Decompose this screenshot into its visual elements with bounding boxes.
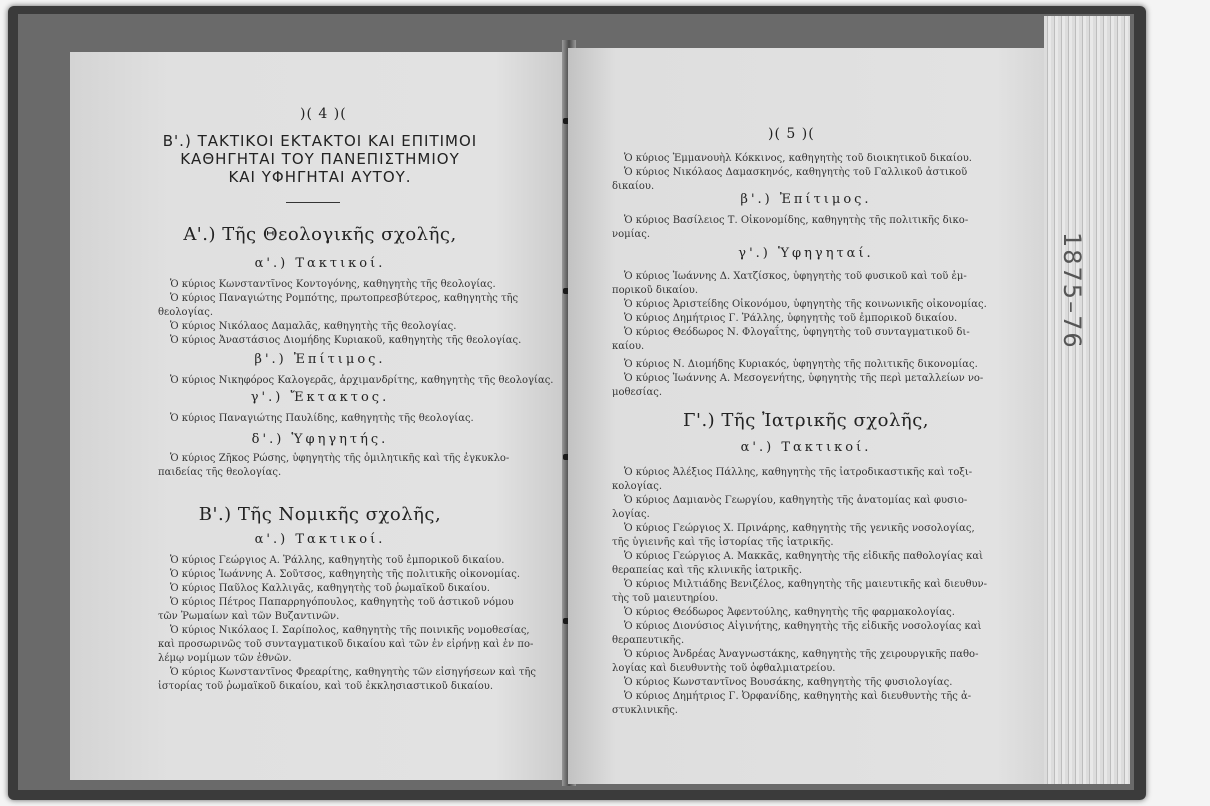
entry-line: ἱστορίας τοῦ ῥωμαϊκοῦ δικαίου, καὶ τοῦ ἐκκλησιαστικοῦ δικαίου. [158, 681, 494, 692]
entry-line: Ὁ κύριος Παῦλος Καλλιγᾶς, καθηγητὴς τοῦ ῥωμαϊκοῦ δικαίου. [170, 583, 490, 594]
entry-line: Ὁ κύριος Ἰωάννης Α. Σοῦτσος, καθηγητὴς τῆς πολιτικῆς οἰκονομίας. [170, 569, 521, 580]
entry-line: Ὁ κύριος Γεώργιος Α. Ῥάλλης, καθηγητὴς τοῦ ἐμπορικοῦ δικαίου. [170, 555, 505, 566]
subsection-honorary: β'.) Ἐπίτιμος. [740, 192, 872, 207]
entry-line: λογίας καὶ διευθυντὴς τοῦ ὀφθαλμιατρείου. [612, 663, 836, 674]
entry-line: νομίας. [612, 229, 651, 240]
subsection-honorary: β'.) Ἐπίτιμος. [254, 352, 386, 367]
entry-line: Ὁ κύριος Παναγιώτης Παυλίδης, καθηγητὴς τῆς θεολογίας. [170, 413, 474, 424]
entry-line: παιδείας τῆς θεολογίας. [158, 467, 282, 478]
entry-line: Ὁ κύριος Ἰωάννης Α. Μεσογενήτης, ὑφηγητὴς τῆς περὶ μεταλλείων νο- [624, 373, 984, 384]
entry-line: τὴς τοῦ μαιευτηρίου. [612, 593, 719, 604]
subsection-ordinary: α'.) Τακτικοί. [740, 440, 872, 455]
entry-line: στυκλινικῆς. [612, 705, 678, 716]
entry-line: λογίας. [612, 509, 650, 520]
heading-rule [286, 202, 340, 203]
entry-line: Ὁ κύριος Ἀναστάσιος Διομήδης Κυριακοῦ, καθηγητὴς τῆς θεολογίας. [170, 335, 522, 346]
entry-line: Ὁ κύριος Ἰωάννης Δ. Χατζίσκος, ὑφηγητὴς τοῦ φυσικοῦ καὶ τοῦ ἐμ- [624, 271, 967, 282]
section-title-theology: Α'.) Τῆς Θεολογικῆς σχολῆς, [183, 224, 457, 245]
main-heading-line-1: B'.) ΤΑΚΤΙΚΟΙ ΕΚΤΑΚΤΟΙ ΚΑΙ ΕΠΙΤΙΜΟΙ [162, 132, 478, 150]
main-heading-line-3: ΚΑΙ ΥΦΗΓΗΤΑΙ ΑΥΤΟΥ. [228, 168, 412, 186]
subsection-ordinary: α'.) Τακτικοί. [254, 256, 386, 271]
entry-line: μοθεσίας. [612, 387, 662, 398]
entry-line: Ὁ κύριος Ν. Διομήδης Κυριακός, ὑφηγητὴς τῆς πολιτικῆς δικονομίας. [624, 359, 978, 370]
page-stack-edge [1044, 16, 1130, 784]
subsection-lecturer: δ'.) Ὑφηγητής. [251, 432, 389, 447]
right-page [568, 48, 1044, 784]
entry-line: Ὁ κύριος Μιλτιάδης Βενιζέλος, καθηγητὴς τῆς μαιευτικῆς καὶ διευθυν- [624, 579, 987, 590]
entry-line: Ὁ κύριος Διονύσιος Αἰγινήτης, καθηγητὴς τῆς εἰδικῆς νοσολογίας καὶ [624, 621, 982, 632]
entry-line: Ὁ κύριος Θεόδωρος Ἀφεντούλης, καθηγητὴς τῆς φαρμακολογίας. [624, 607, 955, 618]
entry-line: λέμῳ νομίμων τῶν ἐθνῶν. [158, 653, 292, 664]
entry-line: Ὁ κύριος Δημήτριος Γ. Ὀρφανίδης, καθηγητὴς καὶ διευθυντὴς τῆς ἀ- [624, 691, 972, 702]
entry-line: Ὁ κύριος Βασίλειος Τ. Οἰκονομίδης, καθηγητὴς τῆς πολιτικῆς δικο- [624, 215, 969, 226]
entry-line: κολογίας. [612, 481, 663, 492]
subsection-ordinary: α'.) Τακτικοί. [254, 532, 386, 547]
entry-line: Ὁ κύριος Ζῆκος Ρώσης, ὑφηγητὴς τῆς ὁμιλητικῆς καὶ τῆς ἐγκυκλο- [170, 453, 510, 464]
entry-line: δικαίου. [612, 181, 655, 192]
entry-line: θεραπευτικῆς. [612, 635, 685, 646]
page-number: )( 4 )( [300, 106, 347, 122]
entry-line: Ὁ κύριος Γεώργιος Α. Μακκᾶς, καθηγητὴς τῆς εἰδικῆς παθολογίας καὶ [624, 551, 984, 562]
entry-line: Ὁ κύριος Πέτρος Παπαρρηγόπουλος, καθηγητὴς τοῦ ἀστικοῦ νόμου [170, 597, 514, 608]
entry-line: τῆς ὑγιεινῆς καὶ τῆς ἱστορίας τῆς ἰατρικῆς. [612, 537, 834, 548]
subsection-lecturers: γ'.) Ὑφηγηταί. [738, 246, 874, 261]
entry-line: Ὁ κύριος Νικόλαος Ι. Σαρίπολος, καθηγητὴς τῆς ποινικῆς νομοθεσίας, [170, 625, 530, 636]
entry-line: Ὁ κύριος Παναγιώτης Ρομπότης, πρωτοπρεσβύτερος, καθηγητὴς τῆς [170, 293, 519, 304]
archive-shelf-mark: 1875–76 [1058, 232, 1086, 350]
left-page [70, 52, 570, 780]
entry-line: θεολογίας. [158, 307, 214, 318]
entry-line: τῶν Ῥωμαίων καὶ τῶν Βυζαντινῶν. [158, 611, 340, 622]
entry-line: Ὁ κύριος Ἀλέξιος Πάλλης, καθηγητὴς τῆς ἰατροδικαστικῆς καὶ τοξι- [624, 467, 973, 478]
entry-line: Ὁ κύριος Γεώργιος Χ. Πρινάρης, καθηγητὴς τῆς γενικῆς νοσολογίας, [624, 523, 975, 534]
entry-line: Ὁ κύριος Κωνσταντῖνος Βουσάκης, καθηγητὴς τῆς φυσιολογίας. [624, 677, 953, 688]
entry-line: πορικοῦ δικαίου. [612, 285, 699, 296]
main-heading-line-2: ΚΑΘΗΓΗΤΑΙ ΤΟΥ ΠΑΝΕΠΙΣΤΗΜΙΟΥ [180, 150, 460, 168]
entry-line: Ὁ κύριος Ἀριστείδης Οἰκονόμου, ὑφηγητὴς τῆς κοινωνικῆς οἰκονομίας. [624, 299, 987, 310]
section-title-law: Β'.) Τῆς Νομικῆς σχολῆς, [198, 504, 442, 525]
entry-line: Ὁ κύριος Κωνσταντῖνος Φρεαρίτης, καθηγητὴς τῶν εἰσηγήσεων καὶ τῆς [170, 667, 536, 678]
entry-line: Ὁ κύριος Θεόδωρος Ν. Φλογαΐτης, ὑφηγητὴς τοῦ συνταγματικοῦ δι- [624, 327, 970, 338]
entry-line: Ὁ κύριος Δημήτριος Γ. Ῥάλλης, ὑφηγητὴς τοῦ ἐμπορικοῦ δικαίου. [624, 313, 958, 324]
entry-line: καὶ προσωρινῶς τοῦ συνταγματικοῦ δικαίου καὶ τῶν ἐν εἰρήνῃ καὶ ἐν πο- [158, 639, 534, 650]
entry-line: Ὁ κύριος Ἀνδρέας Ἀναγνωστάκης, καθηγητὴς τῆς χειρουργικῆς παθο- [624, 649, 979, 660]
entry-line: Ὁ κύριος Κωνσταντῖνος Κοντογόνης, καθηγητὴς τῆς θεολογίας. [170, 279, 496, 290]
page-number: )( 5 )( [768, 126, 815, 142]
entry-line: Ὁ κύριος Νικόλαος Δαμαλᾶς, καθηγητὴς τῆς θεολογίας. [170, 321, 457, 332]
entry-line: θεραπείας καὶ τῆς κλινικῆς ἰατρικῆς. [612, 565, 802, 576]
entry-line: Ὁ κύριος Δαμιανὸς Γεωργίου, καθηγητὴς τῆς ἀνατομίας καὶ φυσιο- [624, 495, 968, 506]
entry-line: Ὁ κύριος Νικηφόρος Καλογερᾶς, ἀρχιμανδρίτης, καθηγητὴς τῆς θεολογίας. [170, 375, 554, 386]
section-title-medicine: Γ'.) Τῆς Ἰατρικῆς σχολῆς, [683, 410, 929, 431]
entry-line: Ὁ κύριος Ἐμμανουὴλ Κόκκινος, καθηγητὴς τοῦ διοικητικοῦ δικαίου. [624, 153, 972, 164]
subsection-extraordinary: γ'.) Ἔκτακτος. [250, 390, 390, 405]
entry-line: Ὁ κύριος Νικόλαος Δαμασκηνός, καθηγητὴς τοῦ Γαλλικοῦ ἀστικοῦ [624, 167, 968, 178]
entry-line: καίου. [612, 341, 645, 352]
